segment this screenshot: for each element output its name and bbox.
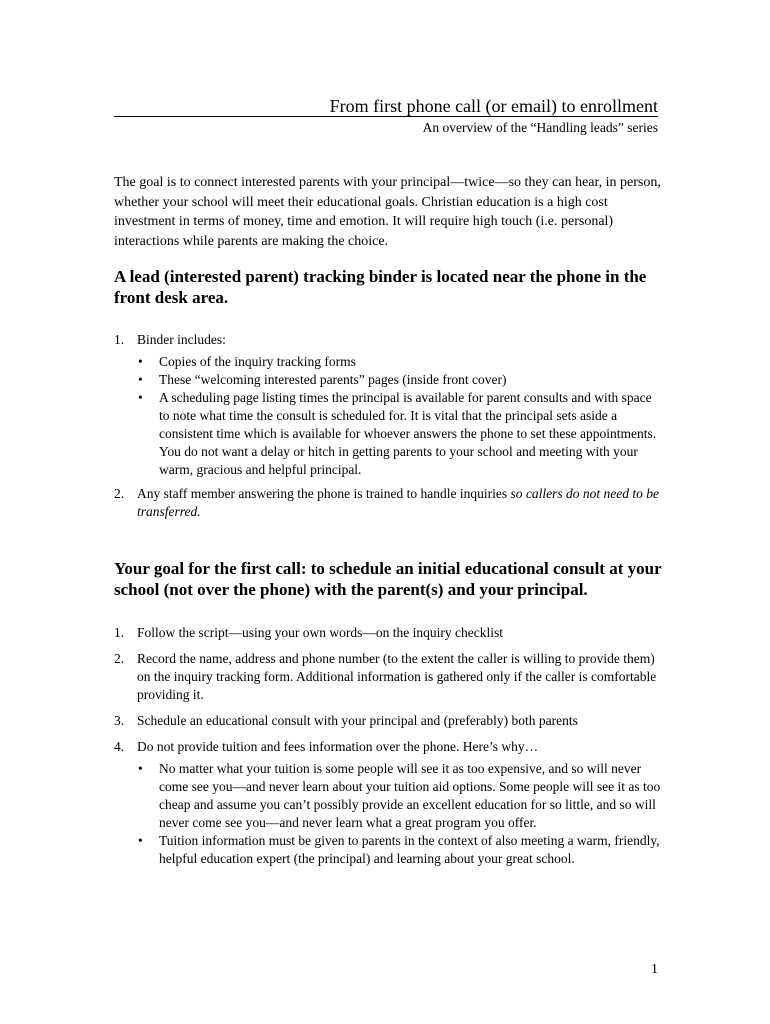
list-item (114, 331, 662, 479)
item-emphasis: so callers do not need to be transferred. (137, 486, 660, 519)
list-item (114, 650, 662, 704)
binder-list (114, 331, 662, 521)
bullet-item: • No matter what your tuition is some people will see it as too expensive, and so will never come see you—and never learn about your tuition aid options. Some people will see it as too cheap and assume you can’t possibly provide an excellent education for so little, and so will never come see you—and never learn what a great program you offer. (137, 760, 662, 832)
item-text: Do not provide tuition and fees information over the phone. Here’s why… (137, 739, 539, 754)
list-item (114, 738, 662, 868)
item-text: Binder includes: (137, 332, 226, 347)
item-text: Any staff member answering the phone is trained to handle inquiries (137, 486, 511, 501)
goal-list (114, 624, 662, 868)
section-heading-binder: A lead (interested parent) tracking binder is located near the phone in the front desk area. (114, 267, 647, 307)
intro-paragraph: The goal is to connect interested parents with your principal—twice—so they can hear, in person, whether your school will meet their educational goals. Christian education is a high cost investment in terms of money, time and emotion. It will require high touch (i.e. personal) interactions while parents are making the choice. (114, 175, 661, 249)
bullet-item: • These “welcoming interested parents” pages (inside front cover) (137, 371, 662, 389)
item-number: 2. (114, 651, 125, 666)
item-number: 1. (114, 625, 125, 640)
bullet-item: • Copies of the inquiry tracking forms (137, 353, 662, 371)
bullet-list (137, 760, 662, 868)
bullet-item: • A scheduling page listing times the principal is available for parent consults and with space to note what time the consult is scheduled for. It is vital that the principal sets aside a consistent time which is available for whoever answers the phone to set these appointments. You do not want a delay or hitch in getting parents to your school and meeting with your warm, gracious and helpful principal. (137, 389, 662, 479)
page-number: 1 (651, 962, 658, 977)
item-number: 1. (114, 332, 125, 347)
document-subtitle: An overview of the “Handling leads” series (422, 120, 658, 135)
document-title: From first phone call (or email) to enrollment (329, 96, 658, 116)
bullet-item: • Tuition information must be given to parents in the context of also meeting a warm, friendly, helpful education expert (the principal) and learning about your great school. (137, 832, 662, 868)
bullet-list (137, 353, 662, 479)
item-number: 2. (114, 486, 125, 501)
list-item (114, 485, 662, 521)
item-number: 4. (114, 739, 125, 754)
list-item (114, 712, 662, 730)
section-heading-goal: Your goal for the first call: to schedule an initial educational consult at your school (not over the phone) with the parent(s) and your principal. (114, 559, 662, 599)
title-rule (114, 116, 658, 117)
item-text: Schedule an educational consult with your principal and (preferably) both parents (137, 713, 578, 728)
list-item (114, 624, 662, 642)
item-number: 3. (114, 713, 125, 728)
item-text: Follow the script—using your own words—on the inquiry checklist (137, 625, 503, 640)
item-text: Record the name, address and phone number (to the extent the caller is willing to provide them) on the inquiry tracking form. Additional information is gathered only if the caller is comfortable providing it. (137, 651, 657, 702)
